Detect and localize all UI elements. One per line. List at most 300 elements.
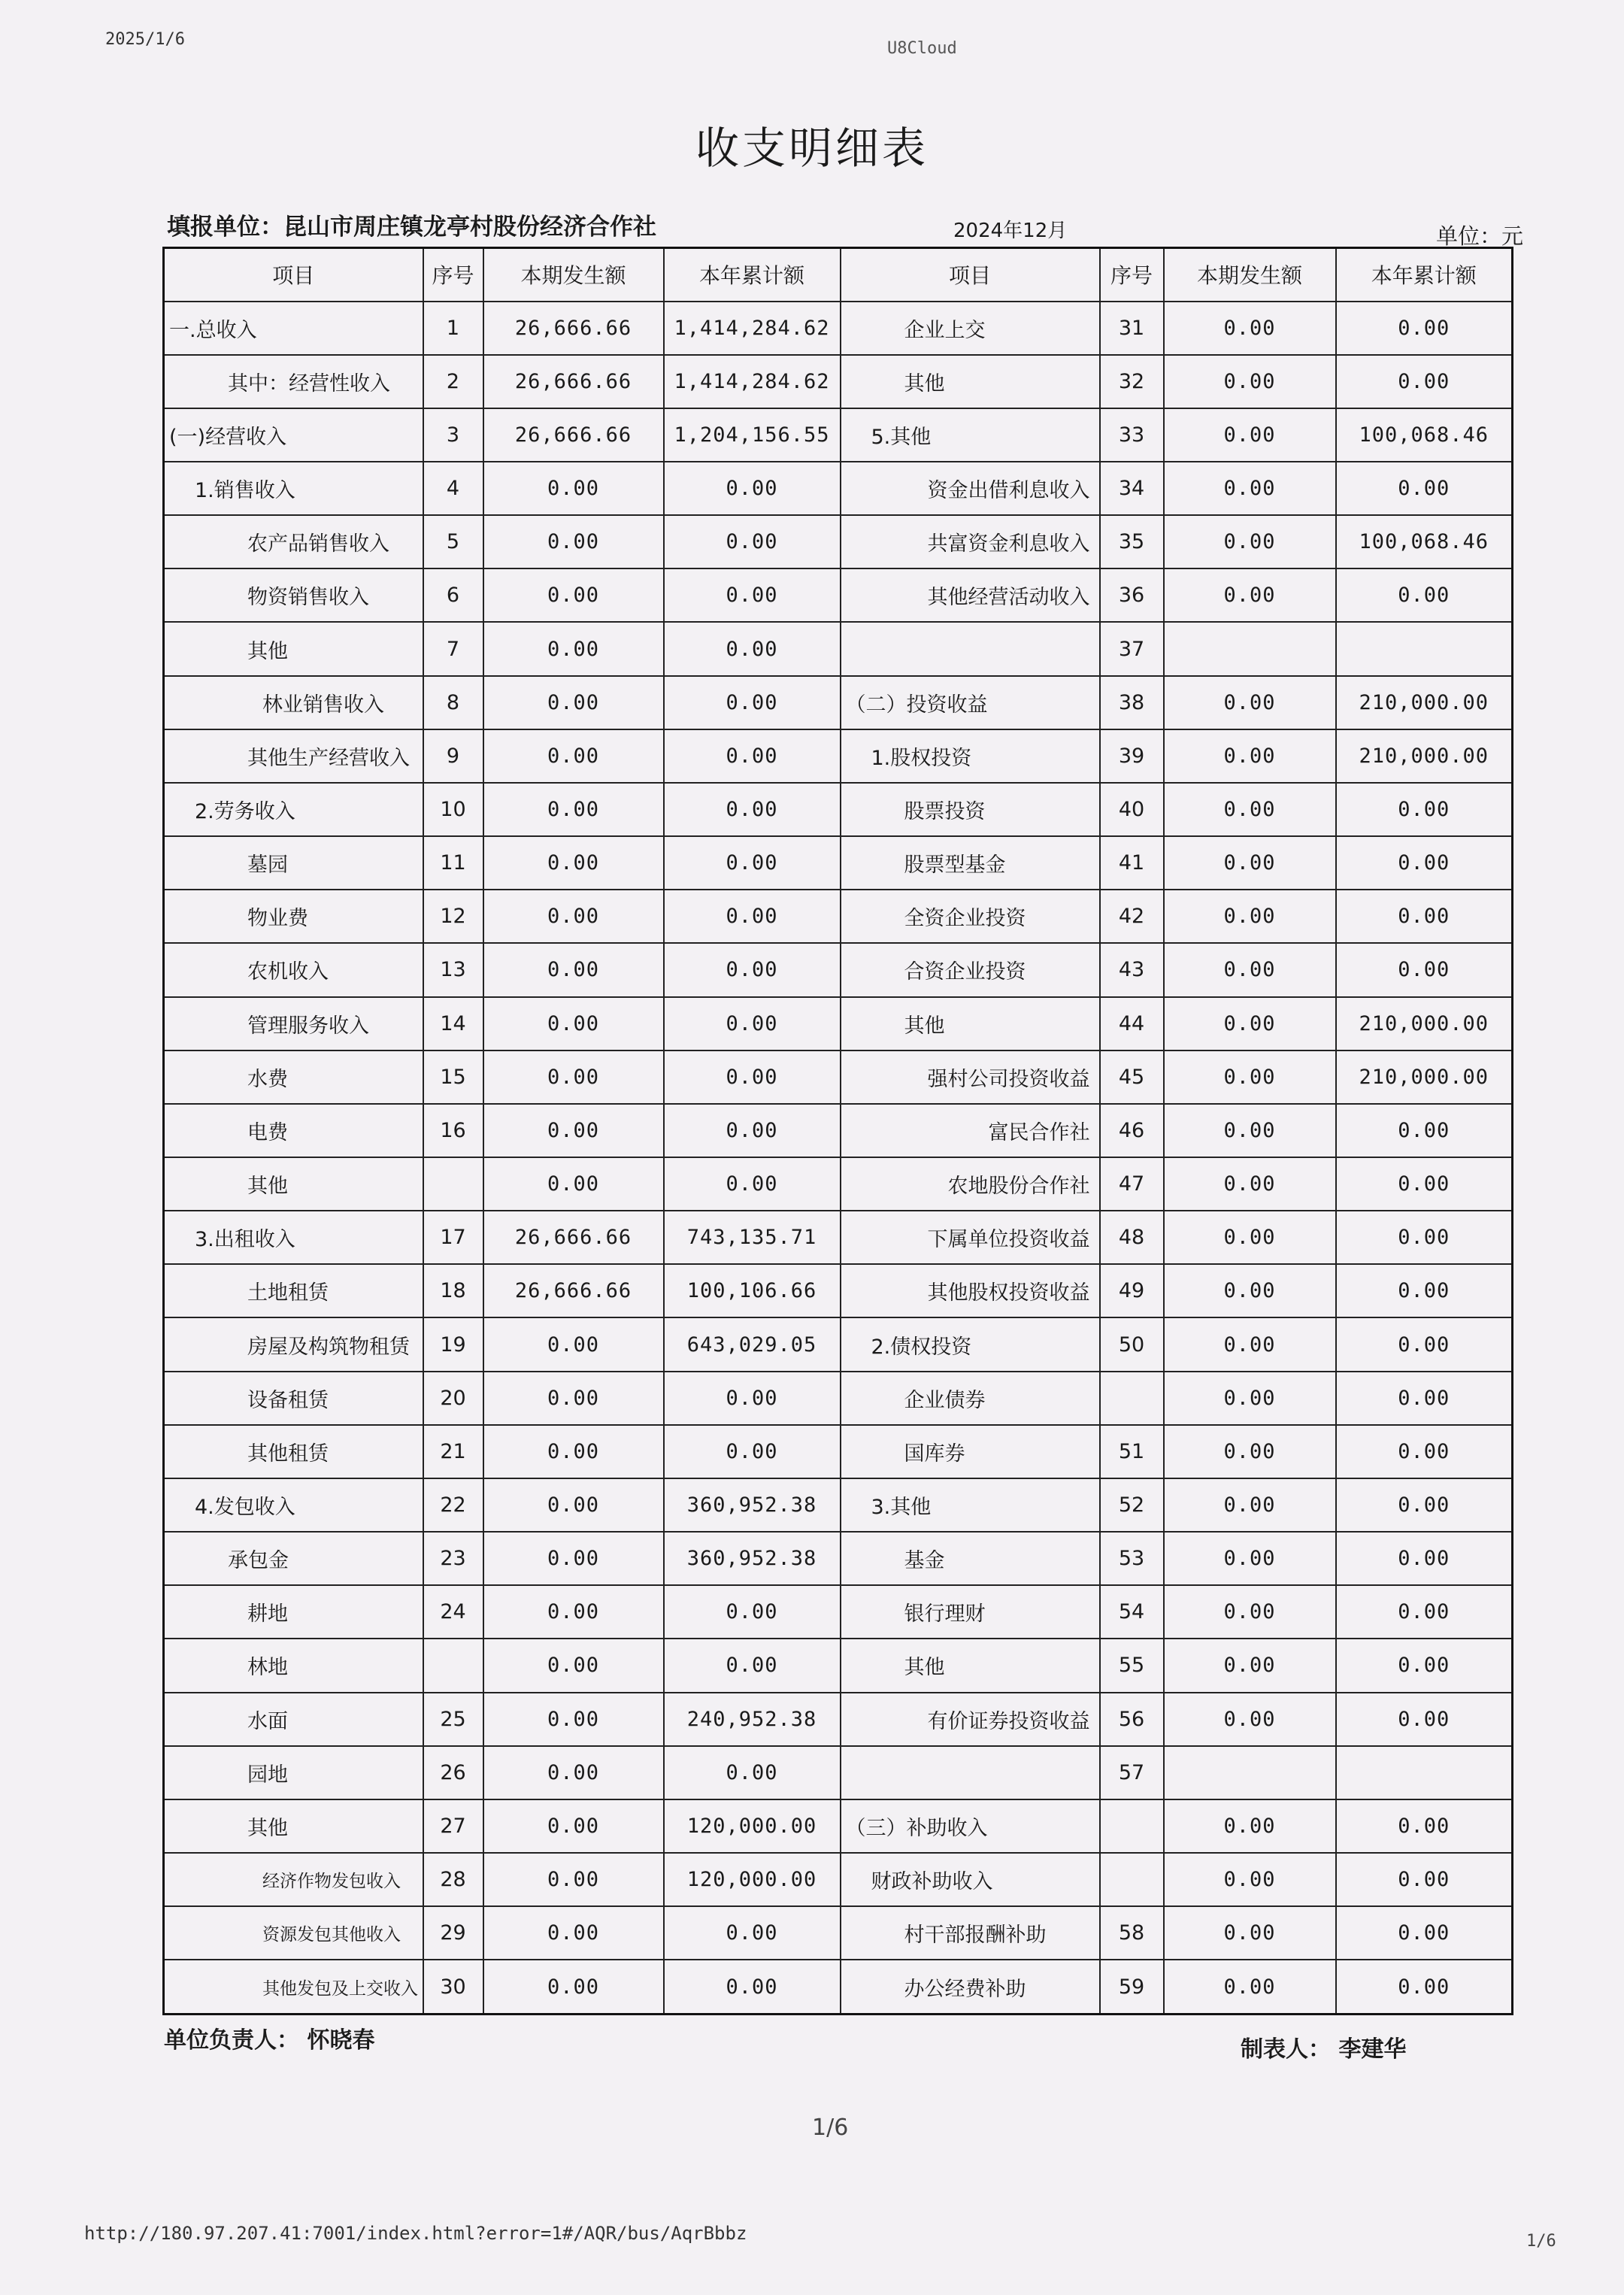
row-ytd-left: 0.00	[664, 1157, 841, 1211]
table-row	[164, 1050, 1513, 1104]
row-seq-left: 11	[423, 836, 483, 890]
row-seq-left: 14	[423, 997, 483, 1050]
row-item-right: 5.其他	[841, 408, 1100, 462]
row-ytd-left: 120,000.00	[664, 1799, 841, 1853]
row-seq-right: 36	[1100, 568, 1164, 622]
row-ytd-left: 100,106.66	[664, 1264, 841, 1317]
row-item-right: 2.债权投资	[841, 1317, 1100, 1371]
row-current-left: 0.00	[483, 836, 664, 890]
row-current-left: 26,666.66	[483, 355, 664, 408]
row-seq-left: 19	[423, 1317, 483, 1371]
row-seq-right: 46	[1100, 1104, 1164, 1157]
table-row	[164, 1532, 1513, 1585]
row-ytd-right: 100,068.46	[1336, 408, 1513, 462]
app-name: U8Cloud	[887, 39, 957, 58]
row-current-right: 0.00	[1164, 1693, 1336, 1746]
row-item-right: 国库券	[841, 1425, 1100, 1478]
table-row	[164, 997, 1513, 1050]
row-seq-right: 49	[1100, 1264, 1164, 1317]
row-seq-left: 23	[423, 1532, 483, 1585]
row-current-left: 0.00	[483, 676, 664, 729]
row-ytd-right: 0.00	[1336, 1799, 1513, 1853]
row-seq-right: 50	[1100, 1317, 1164, 1371]
row-item-right: （二）投资收益	[841, 676, 1100, 729]
row-item-left: 其他发包及上交收入	[164, 1960, 423, 2014]
row-seq-right: 56	[1100, 1693, 1164, 1746]
row-seq-right: 34	[1100, 462, 1164, 515]
row-ytd-right: 0.00	[1336, 355, 1513, 408]
row-current-left: 0.00	[483, 1532, 664, 1585]
row-ytd-left: 643,029.05	[664, 1317, 841, 1371]
row-seq-left: 18	[423, 1264, 483, 1317]
row-item-right	[841, 1746, 1100, 1799]
row-seq-left: 10	[423, 783, 483, 836]
row-seq-right: 59	[1100, 1960, 1164, 2014]
col-header-item: 项目	[841, 248, 1100, 302]
row-current-left: 0.00	[483, 1104, 664, 1157]
row-item-right: 财政补助收入	[841, 1853, 1100, 1906]
row-current-right: 0.00	[1164, 1639, 1336, 1692]
col-header-ytd: 本年累计额	[664, 248, 841, 302]
row-seq-left: 1	[423, 302, 483, 355]
row-ytd-left: 1,414,284.62	[664, 355, 841, 408]
row-item-right: 其他	[841, 355, 1100, 408]
col-header-ytd: 本年累计额	[1336, 248, 1513, 302]
row-current-right	[1164, 1746, 1336, 1799]
row-item-right: 强村公司投资收益	[841, 1050, 1100, 1104]
row-seq-left: 7	[423, 622, 483, 675]
row-ytd-right: 0.00	[1336, 890, 1513, 943]
row-current-left: 26,666.66	[483, 1211, 664, 1264]
table-row	[164, 1372, 1513, 1425]
row-item-left: 管理服务收入	[164, 997, 423, 1050]
row-current-right: 0.00	[1164, 1799, 1336, 1853]
row-current-left: 0.00	[483, 1639, 664, 1692]
row-ytd-right: 0.00	[1336, 1853, 1513, 1906]
row-current-left: 26,666.66	[483, 302, 664, 355]
page-number-corner: 1/6	[1526, 2232, 1556, 2251]
row-item-left: 其他生产经营收入	[164, 729, 423, 783]
row-item-left: 资源发包其他收入	[164, 1906, 423, 1960]
row-item-left: 其他	[164, 622, 423, 675]
table-row	[164, 676, 1513, 729]
table-row	[164, 1693, 1513, 1746]
row-item-left: 水面	[164, 1693, 423, 1746]
row-current-right: 0.00	[1164, 408, 1336, 462]
row-ytd-left: 0.00	[664, 783, 841, 836]
row-item-right: 企业债券	[841, 1372, 1100, 1425]
row-seq-right: 42	[1100, 890, 1164, 943]
row-seq-left: 5	[423, 515, 483, 568]
row-seq-right: 38	[1100, 676, 1164, 729]
row-current-right: 0.00	[1164, 1372, 1336, 1425]
row-item-left: (一)经营收入	[164, 408, 423, 462]
income-expense-table	[162, 247, 1513, 2015]
row-ytd-right: 0.00	[1336, 1639, 1513, 1692]
header-row	[164, 248, 1513, 302]
table-row	[164, 515, 1513, 568]
row-seq-left: 15	[423, 1050, 483, 1104]
row-current-right: 0.00	[1164, 1478, 1336, 1532]
row-ytd-right	[1336, 622, 1513, 675]
row-current-right: 0.00	[1164, 997, 1336, 1050]
row-seq-left	[423, 1639, 483, 1692]
row-item-left: 墓园	[164, 836, 423, 890]
row-seq-left: 13	[423, 943, 483, 996]
table-row	[164, 1104, 1513, 1157]
row-item-right: 基金	[841, 1532, 1100, 1585]
table-row	[164, 302, 1513, 355]
table-row	[164, 408, 1513, 462]
row-item-left: 林业销售收入	[164, 676, 423, 729]
row-current-left: 26,666.66	[483, 1264, 664, 1317]
row-ytd-left: 360,952.38	[664, 1478, 841, 1532]
row-current-right	[1164, 622, 1336, 675]
row-current-right: 0.00	[1164, 1960, 1336, 2014]
row-seq-left: 27	[423, 1799, 483, 1853]
row-seq-left: 8	[423, 676, 483, 729]
row-item-left: 承包金	[164, 1532, 423, 1585]
row-ytd-left: 1,414,284.62	[664, 302, 841, 355]
table-row	[164, 1906, 1513, 1960]
row-ytd-left: 0.00	[664, 943, 841, 996]
row-seq-right	[1100, 1799, 1164, 1853]
row-ytd-left: 0.00	[664, 462, 841, 515]
row-current-left: 0.00	[483, 1157, 664, 1211]
row-current-left: 0.00	[483, 783, 664, 836]
row-seq-right: 32	[1100, 355, 1164, 408]
row-current-right: 0.00	[1164, 836, 1336, 890]
col-header-current: 本期发生额	[483, 248, 664, 302]
row-current-left: 0.00	[483, 568, 664, 622]
row-ytd-left: 0.00	[664, 1585, 841, 1639]
row-seq-right: 58	[1100, 1906, 1164, 1960]
row-item-right: 其他	[841, 1639, 1100, 1692]
row-item-left: 农机收入	[164, 943, 423, 996]
row-item-right: 1.股权投资	[841, 729, 1100, 783]
row-current-right: 0.00	[1164, 729, 1336, 783]
page-url: http://180.97.207.41:7001/index.html?error=1#/AQR/bus/AqrBbbz	[84, 2223, 747, 2244]
row-seq-right: 45	[1100, 1050, 1164, 1104]
row-item-left: 物业费	[164, 890, 423, 943]
table-row	[164, 1264, 1513, 1317]
row-current-right: 0.00	[1164, 355, 1336, 408]
row-ytd-left: 0.00	[664, 1050, 841, 1104]
row-ytd-left: 0.00	[664, 568, 841, 622]
row-seq-left: 9	[423, 729, 483, 783]
row-seq-right: 33	[1100, 408, 1164, 462]
row-item-right: 有价证券投资收益	[841, 1693, 1100, 1746]
table-row	[164, 1211, 1513, 1264]
row-ytd-right: 0.00	[1336, 836, 1513, 890]
row-current-right: 0.00	[1164, 1050, 1336, 1104]
row-item-right: 农地股份合作社	[841, 1157, 1100, 1211]
page-title: 收支明细表	[695, 123, 929, 174]
row-seq-left: 2	[423, 355, 483, 408]
row-current-left: 0.00	[483, 1853, 664, 1906]
row-ytd-right: 210,000.00	[1336, 1050, 1513, 1104]
row-current-right: 0.00	[1164, 1104, 1336, 1157]
row-item-right: 银行理财	[841, 1585, 1100, 1639]
row-item-left: 经济作物发包收入	[164, 1853, 423, 1906]
row-seq-right: 40	[1100, 783, 1164, 836]
row-current-left: 0.00	[483, 622, 664, 675]
row-item-right: 资金出借利息收入	[841, 462, 1100, 515]
row-current-left: 0.00	[483, 997, 664, 1050]
row-ytd-right: 0.00	[1336, 1693, 1513, 1746]
row-item-right: 富民合作社	[841, 1104, 1100, 1157]
row-ytd-left: 0.00	[664, 890, 841, 943]
row-ytd-left: 120,000.00	[664, 1853, 841, 1906]
row-ytd-right: 210,000.00	[1336, 997, 1513, 1050]
print-date: 2025/1/6	[105, 30, 185, 49]
table-row	[164, 355, 1513, 408]
row-item-left: 其他租赁	[164, 1425, 423, 1478]
row-item-right	[841, 622, 1100, 675]
table-row	[164, 1746, 1513, 1799]
row-seq-left: 20	[423, 1372, 483, 1425]
row-seq-right: 41	[1100, 836, 1164, 890]
table-row	[164, 1799, 1513, 1853]
row-seq-left: 24	[423, 1585, 483, 1639]
row-seq-right: 44	[1100, 997, 1164, 1050]
table-row	[164, 568, 1513, 622]
col-header-current: 本期发生额	[1164, 248, 1336, 302]
row-item-left: 耕地	[164, 1585, 423, 1639]
row-current-right: 0.00	[1164, 1211, 1336, 1264]
row-item-left: 农产品销售收入	[164, 515, 423, 568]
row-ytd-left: 0.00	[664, 997, 841, 1050]
row-seq-left: 21	[423, 1425, 483, 1478]
row-current-left: 0.00	[483, 1317, 664, 1371]
row-seq-left	[423, 1157, 483, 1211]
table-row	[164, 1317, 1513, 1371]
row-item-left: 园地	[164, 1746, 423, 1799]
row-ytd-right	[1336, 1746, 1513, 1799]
row-seq-left: 28	[423, 1853, 483, 1906]
row-ytd-right: 0.00	[1336, 1211, 1513, 1264]
row-seq-left: 29	[423, 1906, 483, 1960]
row-current-right: 0.00	[1164, 943, 1336, 996]
row-current-left: 0.00	[483, 1960, 664, 2014]
row-seq-right	[1100, 1853, 1164, 1906]
row-ytd-left: 0.00	[664, 1639, 841, 1692]
row-ytd-right: 0.00	[1336, 1104, 1513, 1157]
row-ytd-right: 0.00	[1336, 462, 1513, 515]
row-item-left: 水费	[164, 1050, 423, 1104]
row-current-left: 0.00	[483, 1906, 664, 1960]
row-ytd-left: 0.00	[664, 1746, 841, 1799]
row-item-left: 4.发包收入	[164, 1478, 423, 1532]
row-ytd-left: 0.00	[664, 622, 841, 675]
row-ytd-left: 0.00	[664, 1104, 841, 1157]
row-item-left: 2.劳务收入	[164, 783, 423, 836]
row-seq-right: 43	[1100, 943, 1164, 996]
row-current-left: 0.00	[483, 1799, 664, 1853]
report-period: 2024年12月	[953, 220, 1068, 242]
row-seq-left: 17	[423, 1211, 483, 1264]
row-ytd-right: 100,068.46	[1336, 515, 1513, 568]
row-ytd-right: 0.00	[1336, 302, 1513, 355]
row-ytd-right: 0.00	[1336, 1157, 1513, 1211]
table-row	[164, 622, 1513, 675]
table-body	[164, 302, 1513, 2015]
row-current-left: 0.00	[483, 515, 664, 568]
row-current-right: 0.00	[1164, 568, 1336, 622]
row-item-left: 一.总收入	[164, 302, 423, 355]
table-row	[164, 1585, 1513, 1639]
row-seq-right: 31	[1100, 302, 1164, 355]
row-ytd-right: 0.00	[1336, 1906, 1513, 1960]
row-current-right: 0.00	[1164, 1264, 1336, 1317]
row-current-right: 0.00	[1164, 676, 1336, 729]
table-row	[164, 890, 1513, 943]
row-seq-left: 22	[423, 1478, 483, 1532]
row-seq-right: 37	[1100, 622, 1164, 675]
col-header-item: 项目	[164, 248, 423, 302]
row-ytd-right: 0.00	[1336, 1317, 1513, 1371]
row-ytd-left: 0.00	[664, 676, 841, 729]
row-item-left: 房屋及构筑物租赁	[164, 1317, 423, 1371]
row-ytd-left: 0.00	[664, 729, 841, 783]
row-item-left: 林地	[164, 1639, 423, 1692]
row-item-left: 其他	[164, 1799, 423, 1853]
row-ytd-right: 0.00	[1336, 568, 1513, 622]
row-ytd-left: 1,204,156.55	[664, 408, 841, 462]
col-header-seq: 序号	[1100, 248, 1164, 302]
row-seq-left: 30	[423, 1960, 483, 2014]
row-current-right: 0.00	[1164, 1585, 1336, 1639]
preparer-signature: 制表人： 李建华	[1241, 2036, 1407, 2063]
row-ytd-right: 210,000.00	[1336, 729, 1513, 783]
row-seq-left: 25	[423, 1693, 483, 1746]
row-item-left: 其中：经营性收入	[164, 355, 423, 408]
row-seq-right: 48	[1100, 1211, 1164, 1264]
row-item-left: 物资销售收入	[164, 568, 423, 622]
row-current-right: 0.00	[1164, 1157, 1336, 1211]
row-ytd-left: 743,135.71	[664, 1211, 841, 1264]
row-ytd-right: 210,000.00	[1336, 676, 1513, 729]
page-number: 1/6	[812, 2115, 849, 2141]
row-current-right: 0.00	[1164, 1425, 1336, 1478]
row-current-left: 0.00	[483, 462, 664, 515]
row-ytd-left: 0.00	[664, 1372, 841, 1425]
col-header-seq: 序号	[423, 248, 483, 302]
row-current-left: 0.00	[483, 1050, 664, 1104]
table-row	[164, 836, 1513, 890]
reporting-unit: 填报单位：昆山市周庄镇龙亭村股份经济合作社	[167, 214, 656, 241]
table-row	[164, 1157, 1513, 1211]
row-item-right: 其他股权投资收益	[841, 1264, 1100, 1317]
row-current-right: 0.00	[1164, 462, 1336, 515]
row-ytd-left: 0.00	[664, 1906, 841, 1960]
row-item-left: 1.销售收入	[164, 462, 423, 515]
row-current-left: 0.00	[483, 1372, 664, 1425]
row-current-right: 0.00	[1164, 1532, 1336, 1585]
row-current-right: 0.00	[1164, 302, 1336, 355]
row-seq-right: 57	[1100, 1746, 1164, 1799]
currency-unit: 单位：元	[1436, 223, 1524, 249]
row-current-left: 0.00	[483, 1585, 664, 1639]
table-row	[164, 1853, 1513, 1906]
row-item-right: 股票型基金	[841, 836, 1100, 890]
row-seq-right: 35	[1100, 515, 1164, 568]
table-row	[164, 1425, 1513, 1478]
row-item-left: 土地租赁	[164, 1264, 423, 1317]
row-item-right: 股票投资	[841, 783, 1100, 836]
row-current-left: 0.00	[483, 890, 664, 943]
row-item-right: 全资企业投资	[841, 890, 1100, 943]
row-item-right: 共富资金利息收入	[841, 515, 1100, 568]
table-row	[164, 1639, 1513, 1692]
table-row	[164, 783, 1513, 836]
table-row	[164, 1960, 1513, 2014]
row-item-right: 其他经营活动收入	[841, 568, 1100, 622]
table-row	[164, 462, 1513, 515]
row-current-right: 0.00	[1164, 1317, 1336, 1371]
row-seq-left: 3	[423, 408, 483, 462]
row-ytd-right: 0.00	[1336, 1372, 1513, 1425]
row-seq-left: 16	[423, 1104, 483, 1157]
row-ytd-left: 0.00	[664, 1425, 841, 1478]
row-current-left: 0.00	[483, 943, 664, 996]
row-seq-right: 39	[1100, 729, 1164, 783]
row-item-right: 3.其他	[841, 1478, 1100, 1532]
row-seq-left: 26	[423, 1746, 483, 1799]
row-ytd-right: 0.00	[1336, 1425, 1513, 1478]
table-row	[164, 729, 1513, 783]
row-ytd-left: 0.00	[664, 836, 841, 890]
row-item-right: 其他	[841, 997, 1100, 1050]
row-item-right: 合资企业投资	[841, 943, 1100, 996]
row-ytd-right: 0.00	[1336, 783, 1513, 836]
row-ytd-left: 0.00	[664, 515, 841, 568]
row-item-right: 企业上交	[841, 302, 1100, 355]
row-current-left: 26,666.66	[483, 408, 664, 462]
row-seq-left: 12	[423, 890, 483, 943]
row-ytd-right: 0.00	[1336, 1585, 1513, 1639]
row-seq-right	[1100, 1372, 1164, 1425]
row-current-left: 0.00	[483, 1478, 664, 1532]
row-item-left: 设备租赁	[164, 1372, 423, 1425]
row-item-right: （三）补助收入	[841, 1799, 1100, 1853]
row-ytd-right: 0.00	[1336, 1532, 1513, 1585]
row-ytd-left: 240,952.38	[664, 1693, 841, 1746]
row-current-right: 0.00	[1164, 890, 1336, 943]
row-ytd-right: 0.00	[1336, 1264, 1513, 1317]
row-current-left: 0.00	[483, 1693, 664, 1746]
row-current-right: 0.00	[1164, 1853, 1336, 1906]
row-ytd-right: 0.00	[1336, 943, 1513, 996]
row-current-left: 0.00	[483, 729, 664, 783]
row-item-right: 办公经费补助	[841, 1960, 1100, 2014]
row-seq-left: 4	[423, 462, 483, 515]
row-current-right: 0.00	[1164, 1906, 1336, 1960]
row-seq-right: 52	[1100, 1478, 1164, 1532]
row-ytd-right: 0.00	[1336, 1478, 1513, 1532]
row-current-right: 0.00	[1164, 515, 1336, 568]
row-seq-left: 6	[423, 568, 483, 622]
row-current-right: 0.00	[1164, 783, 1336, 836]
row-current-left: 0.00	[483, 1746, 664, 1799]
row-seq-right: 51	[1100, 1425, 1164, 1478]
row-seq-right: 54	[1100, 1585, 1164, 1639]
unit-head-signature: 单位负责人： 怀晓春	[164, 2027, 375, 2054]
row-item-left: 3.出租收入	[164, 1211, 423, 1264]
row-item-right: 下属单位投资收益	[841, 1211, 1100, 1264]
row-ytd-left: 0.00	[664, 1960, 841, 2014]
row-current-left: 0.00	[483, 1425, 664, 1478]
